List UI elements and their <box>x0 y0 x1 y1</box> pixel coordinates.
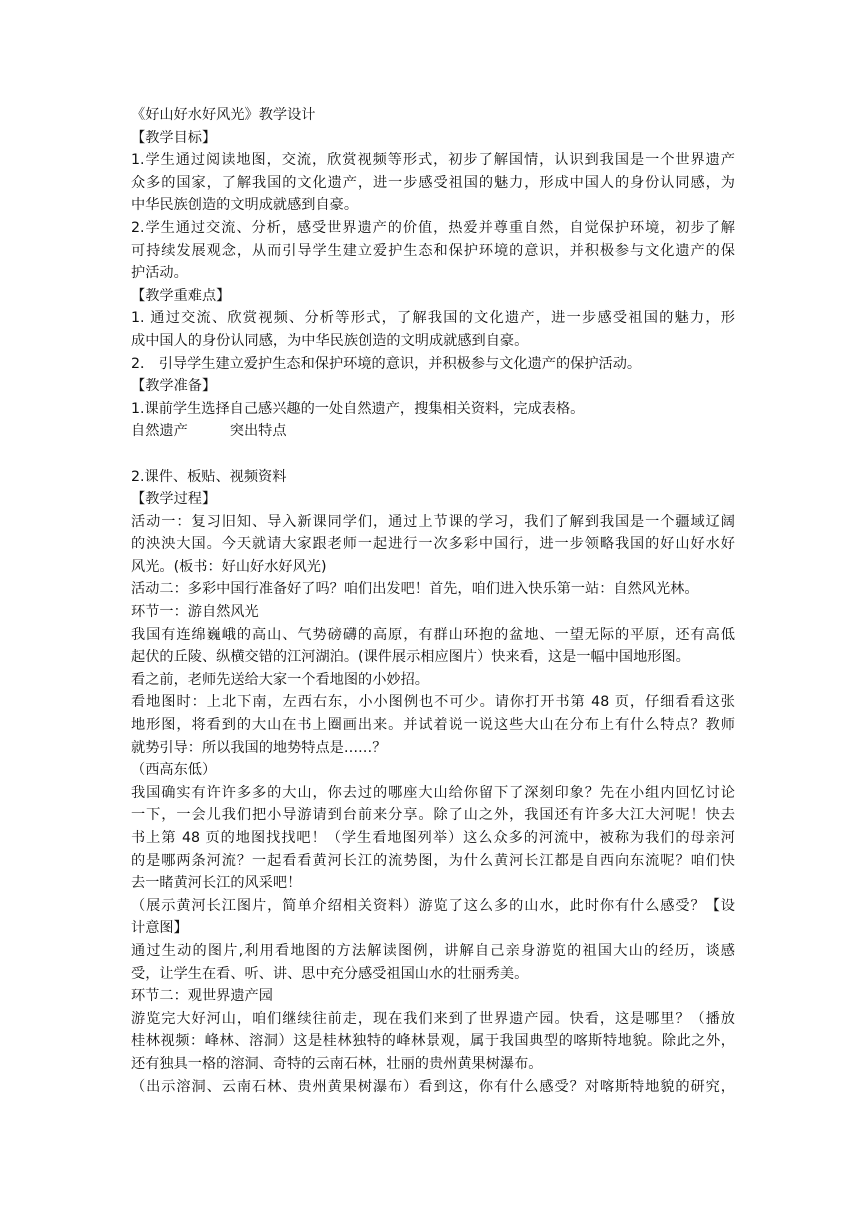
paragraph-line: 游览完大好河山，咱们继续往前走，现在我们来到了世界遗产园。快看，这是哪里？（播放 <box>131 1010 735 1027</box>
doc-title: 《好山好水好风光》教学设计 <box>131 107 316 123</box>
table-blank-row <box>131 443 735 466</box>
table-header-row <box>131 420 735 443</box>
paragraph-line: 可持续发展观念，从而引导学生建立爱护生态和保护环境的意识，并积极参与文化遗产的保 <box>131 242 735 259</box>
table-header-natural-heritage: 自然遗产 <box>131 423 188 440</box>
paragraph-line: 看之前，老师先送给大家一个看地图的小妙招。 <box>131 671 429 688</box>
paragraph-line: 众多的国家，了解我国的文化遗产，进一步感受祖国的魅力，形成中国人的身份认同感，为 <box>131 174 735 191</box>
paragraph-line: 活动二：多彩中国行准备好了吗？咱们出发吧！首先，咱们进入快乐第一站：自然风光林。 <box>131 581 699 598</box>
paragraph-line: 风光。(板书：好山好水好风光) <box>131 558 327 575</box>
paragraph-line: 起伏的丘陵、纵横交错的江河湖泊。(课件展示相应图片）快来看，这是一幅中国地形图。 <box>131 649 690 666</box>
paragraph-line: 1. 通过交流、欣赏视频、分析等形式，了解我国的文化遗产，进一步感受祖国的魅力，形 <box>131 310 735 327</box>
paragraph-line: （展示黄河长江图片，简单介绍相关资料）游览了这么多的山水，此时你有什么感受？【设 <box>131 897 735 914</box>
paragraph-line: 我国确实有许许多多的大山，你去过的哪座大山给你留下了深刻印象？先在小组内回忆讨论 <box>131 784 735 801</box>
paragraph-line: 2． 引导学生建立爱护生态和保护环境的意识，并积极参与文化遗产的保护活动。 <box>131 355 642 372</box>
paragraph-line: （出示溶洞、云南石林、贵州黄果树瀑布）看到这，你有什么感受？对喀斯特地貌的研究， <box>131 1078 735 1095</box>
subsection-heading: 环节一：游自然风光 <box>131 604 259 621</box>
paragraph-line: 去一睹黄河长江的风采吧！ <box>131 875 302 892</box>
paragraph-line: （西高东低） <box>131 762 217 779</box>
paragraph-line: 我国有连绵巍峨的高山、气势磅礴的高原，有群山环抱的盆地、一望无际的平原，还有高低 <box>131 626 735 643</box>
paragraph-line: 通过生动的图片,利用看地图的方法解读图例，讲解自己亲身游览的祖国大山的经历，谈感 <box>131 942 735 959</box>
paragraph-line: 1.课前学生选择自己感兴趣的一处自然遗产，搜集相关资料，完成表格。 <box>131 400 585 417</box>
paragraph-line: 2.课件、板贴、视频资料 <box>131 468 287 485</box>
paragraph-line: 桂林视频：峰林、溶洞）这是桂林独特的峰林景观，属于我国典型的喀斯特地貌。除此之外， <box>131 1033 735 1050</box>
paragraph-line: 受，让学生在看、听、讲、思中充分感受祖国山水的壮丽秀美。 <box>131 965 529 982</box>
section-heading: 【教学目标】 <box>131 129 217 146</box>
paragraph-line: 活动一：复习旧知、导入新课同学们，通过上节课的学习，我们了解到我国是一个疆域辽阔 <box>131 513 735 530</box>
table-header-features: 突出特点 <box>229 423 287 440</box>
document-page <box>131 104 735 1098</box>
paragraph-line: 地形图，将看到的大山在书上圈画出来。并试着说一说这些大山在分布上有什么特点？教师 <box>131 717 735 734</box>
paragraph-line: 书上第 48 页的地图找找吧！（学生看地图列举）这么众多的河流中，被称为我们的母亲河 <box>131 830 735 846</box>
section-heading: 【教学准备】 <box>131 378 217 395</box>
paragraph-line: 计意图】 <box>131 920 188 937</box>
section-heading: 【教学重难点】 <box>131 287 231 304</box>
paragraph-line: 1.学生通过阅读地图，交流，欣赏视频等形式，初步了解国情，认识到我国是一个世界遗产 <box>131 152 735 169</box>
paragraph-line: 护活动。 <box>131 265 188 282</box>
paragraph-line: 的泱泱大国。今天就请大家跟老师一起进行一次多彩中国行，进一步领略我国的好山好水好 <box>131 536 735 553</box>
paragraph-line: 的是哪两条河流？一起看看黄河长江的流势图，为什么黄河长江都是自西向东流呢？咱们快 <box>131 852 735 869</box>
paragraph-line: 一下，一会儿我们把小导游请到台前来分享。除了山之外，我国还有许多大江大河呢！快去 <box>131 807 735 824</box>
paragraph-line: 成中国人的身份认同感，为中华民族创造的文明成就感到自豪。 <box>131 332 529 349</box>
section-heading: 【教学过程】 <box>131 491 217 508</box>
paragraph-line: 就势引导：所以我国的地势特点是……？ <box>131 739 387 756</box>
subsection-heading: 环节二：观世界遗产园 <box>131 988 273 1005</box>
paragraph-line: 中华民族创造的文明成就感到自豪。 <box>131 197 359 214</box>
paragraph-line: 看地图时：上北下南，左西右东，小小图例也不可少。请你打开书第 48 页，仔细看看这张 <box>131 694 735 711</box>
paragraph-line: 还有独具一格的溶洞、奇特的云南石林，壮丽的贵州黄果树瀑布。 <box>131 1055 543 1072</box>
paragraph-line: 2.学生通过交流、分析，感受世界遗产的价值，热爱并尊重自然，自觉保护环境，初步了解 <box>131 219 735 236</box>
